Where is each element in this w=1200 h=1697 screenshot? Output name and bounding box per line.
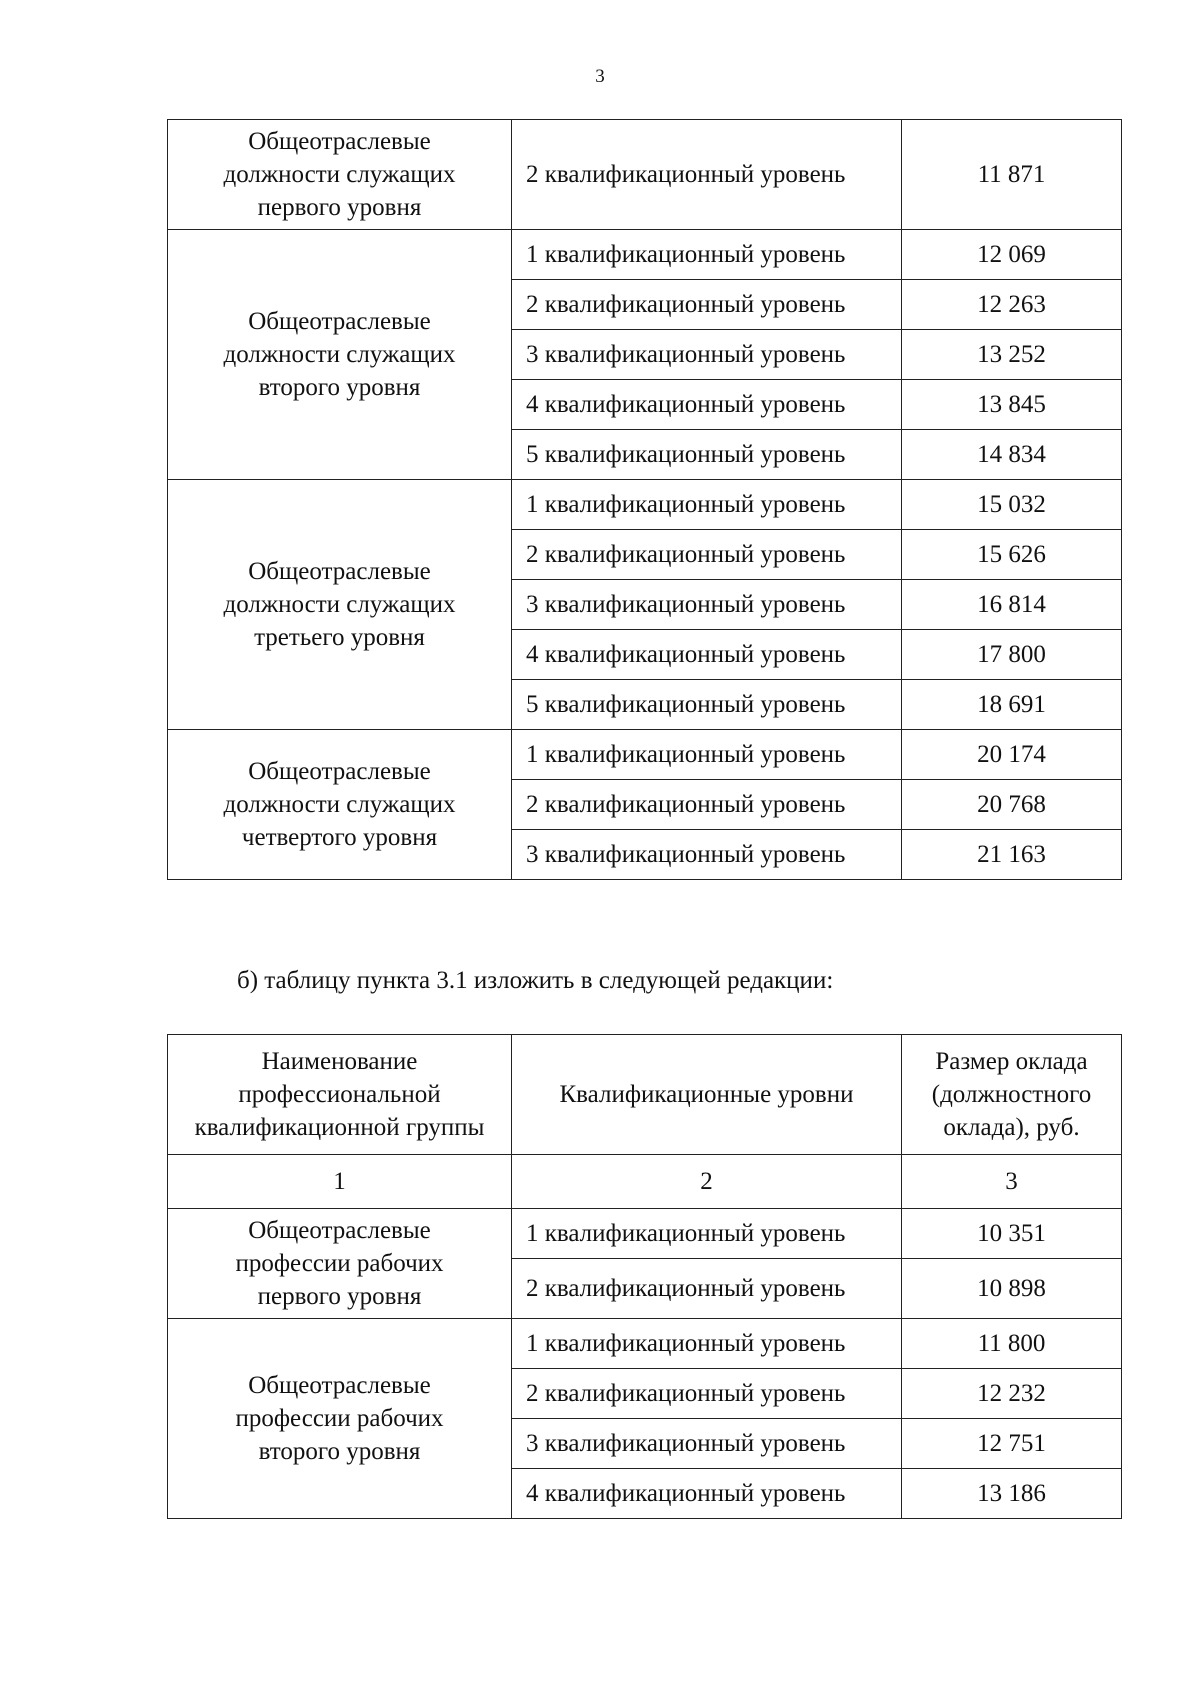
salary-cell: 12 069: [902, 230, 1122, 280]
text-line: второго уровня: [258, 374, 421, 401]
text-line: первого уровня: [257, 194, 422, 221]
salary-cell: 11 800: [902, 1319, 1122, 1369]
header-group-name: [168, 1035, 512, 1155]
group-name-cell: [168, 120, 512, 230]
salary-cell: 20 174: [902, 730, 1122, 780]
page-number: 3: [595, 66, 605, 87]
column-number: 3: [902, 1155, 1122, 1209]
text-line: Общеотраслевые: [248, 308, 431, 335]
salary-cell: 21 163: [902, 830, 1122, 880]
text-line: второго уровня: [258, 1438, 421, 1465]
qualification-level-cell: 3 квалификационный уровень: [512, 1419, 902, 1469]
salary-cell: 15 626: [902, 530, 1122, 580]
table-row: [168, 480, 1122, 530]
salary-table-workers: [167, 1034, 1122, 1519]
qualification-level-cell: 4 квалификационный уровень: [512, 1469, 902, 1519]
salary-cell: 13 186: [902, 1469, 1122, 1519]
table-body: [168, 1209, 1122, 1519]
salary-cell: 10 351: [902, 1209, 1122, 1259]
text-line: должности служащих: [223, 341, 456, 368]
text-line: оклада), руб.: [943, 1114, 1080, 1141]
text-line: Общеотраслевые: [248, 758, 431, 785]
qualification-level-cell: 2 квалификационный уровень: [512, 530, 902, 580]
group-name-cell: [168, 1209, 512, 1319]
text-line: Общеотраслевые: [248, 1217, 431, 1244]
salary-cell: 16 814: [902, 580, 1122, 630]
group-name-cell: [168, 1319, 512, 1519]
text-line: третьего уровня: [254, 624, 425, 651]
text-line: (должностного: [931, 1081, 1092, 1108]
qualification-level-cell: 1 квалификационный уровень: [512, 1319, 902, 1369]
group-name-cell: [168, 730, 512, 880]
amendment-paragraph: б) таблицу пункта 3.1 изложить в следующей редакции:: [237, 967, 834, 994]
salary-cell: 20 768: [902, 780, 1122, 830]
table-row: [168, 1209, 1122, 1259]
column-number: 2: [512, 1155, 902, 1209]
table-row: [168, 730, 1122, 780]
qualification-level-cell: 1 квалификационный уровень: [512, 1209, 902, 1259]
group-name-cell: [168, 230, 512, 480]
text-line: профессии рабочих: [235, 1405, 444, 1432]
salary-cell: 14 834: [902, 430, 1122, 480]
text-line: Общеотраслевые: [248, 558, 431, 585]
qualification-level-cell: 3 квалификационный уровень: [512, 330, 902, 380]
qualification-level-cell: 3 квалификационный уровень: [512, 830, 902, 880]
table-body: [168, 120, 1122, 880]
table-row: [168, 1319, 1122, 1369]
text-line: Наименование: [261, 1048, 418, 1075]
column-number: 1: [168, 1155, 512, 1209]
text-line: должности служащих: [223, 161, 456, 188]
salary-cell: 12 263: [902, 280, 1122, 330]
qualification-level-cell: 4 квалификационный уровень: [512, 380, 902, 430]
qualification-level-cell: 2 квалификационный уровень: [512, 1369, 902, 1419]
header-salary: [902, 1035, 1122, 1155]
text-line: профессиональной: [238, 1081, 441, 1108]
table-row: [168, 120, 1122, 230]
qualification-level-cell: 1 квалификационный уровень: [512, 730, 902, 780]
group-name-cell: [168, 480, 512, 730]
qualification-level-cell: 5 квалификационный уровень: [512, 430, 902, 480]
header-levels: [512, 1035, 902, 1155]
text-line: Квалификационные уровни: [559, 1081, 854, 1108]
salary-cell: 12 232: [902, 1369, 1122, 1419]
salary-cell: 18 691: [902, 680, 1122, 730]
text-line: Общеотраслевые: [248, 128, 431, 155]
qualification-level-cell: 3 квалификационный уровень: [512, 580, 902, 630]
salary-cell: 15 032: [902, 480, 1122, 530]
column-number-row: [168, 1155, 1122, 1209]
salary-cell: 11 871: [902, 120, 1122, 230]
salary-cell: 10 898: [902, 1259, 1122, 1319]
text-line: должности служащих: [223, 591, 456, 618]
header-row: [168, 1035, 1122, 1155]
table-row: [168, 230, 1122, 280]
qualification-level-cell: 2 квалификационный уровень: [512, 1259, 902, 1319]
salary-cell: 13 845: [902, 380, 1122, 430]
qualification-level-cell: 2 квалификационный уровень: [512, 120, 902, 230]
qualification-level-cell: 2 квалификационный уровень: [512, 780, 902, 830]
text-line: Общеотраслевые: [248, 1372, 431, 1399]
salary-cell: 12 751: [902, 1419, 1122, 1469]
text-line: должности служащих: [223, 791, 456, 818]
qualification-level-cell: 1 квалификационный уровень: [512, 230, 902, 280]
text-line: квалификационной группы: [194, 1114, 485, 1141]
text-line: Размер оклада: [935, 1048, 1088, 1075]
salary-cell: 17 800: [902, 630, 1122, 680]
salary-cell: 13 252: [902, 330, 1122, 380]
text-line: первого уровня: [257, 1283, 422, 1310]
text-line: четвертого уровня: [241, 824, 438, 851]
qualification-level-cell: 4 квалификационный уровень: [512, 630, 902, 680]
qualification-level-cell: 5 квалификационный уровень: [512, 680, 902, 730]
salary-table-employees: [167, 119, 1122, 880]
text-line: профессии рабочих: [235, 1250, 444, 1277]
qualification-level-cell: 1 квалификационный уровень: [512, 480, 902, 530]
qualification-level-cell: 2 квалификационный уровень: [512, 280, 902, 330]
